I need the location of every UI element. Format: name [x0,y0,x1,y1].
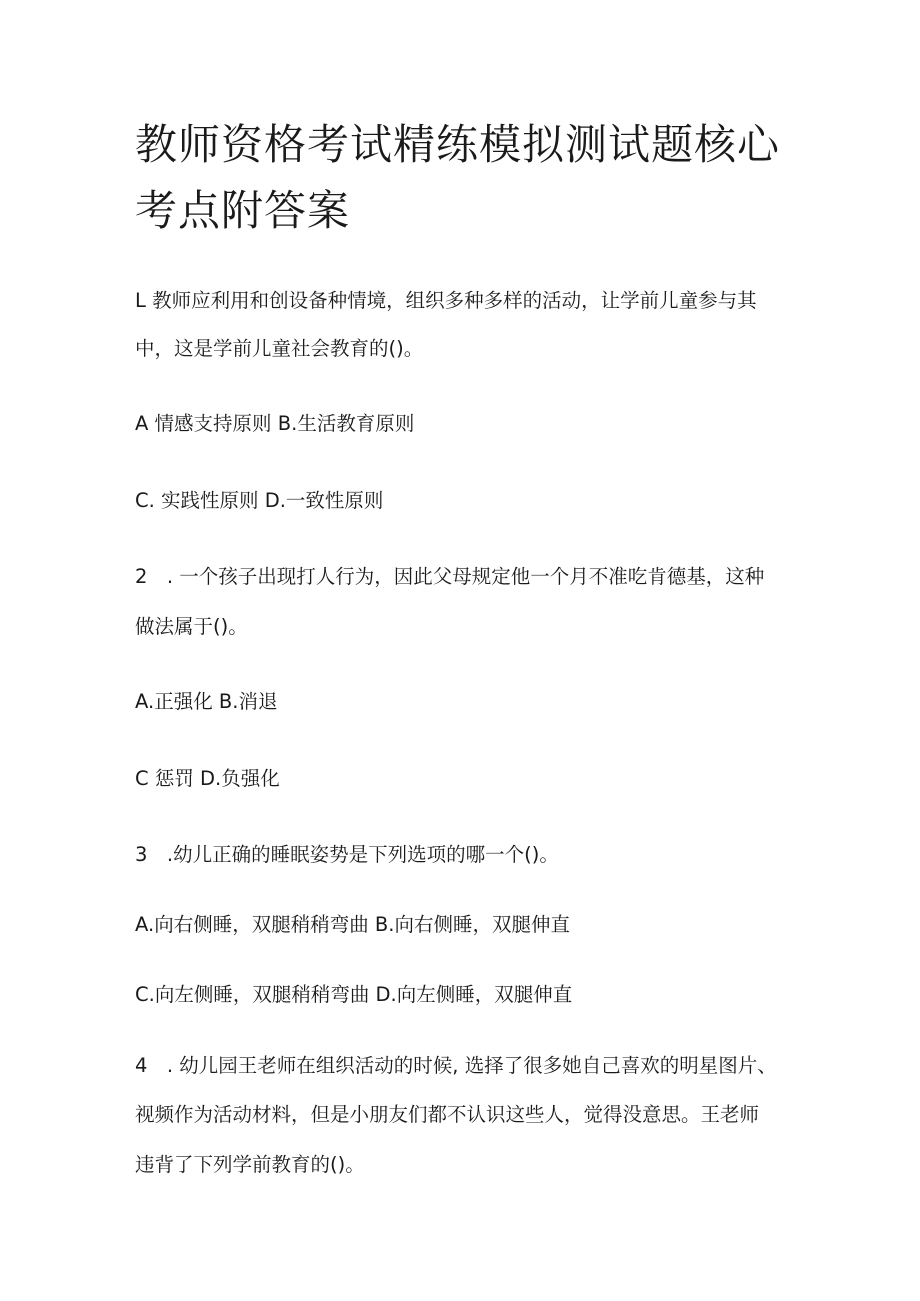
question-3-options-ab: A.向右侧睡，双腿稍稍弯曲 B.向右侧睡，双腿伸直 [135,913,570,936]
title-line-1: 教师资格考试精练模拟测试题核心 [135,120,781,169]
question-1-text-cont: 中，这是学前儿童社会教育的()。 [135,337,424,360]
question-4-text-cont: 视频作为活动材料，但是小朋友们都不认识这些人，觉得没意思。王老师 [135,1103,760,1126]
question-3-options-cd: C.向左侧睡，双腿稍稍弯曲 D.向左侧睡，双腿伸直 [135,983,573,1006]
question-3-text: 3 .幼儿正确的睡眠姿势是下列选项的哪一个()。 [135,843,559,866]
question-1-options-ab: A 情感支持原则 B.生活教育原则 [135,412,415,435]
question-2-options-ab: A.正强化 B.消退 [135,690,278,713]
question-4-text-end: 违背了下列学前教育的()。 [135,1153,365,1176]
question-4-text: 4 . 幼儿园王老师在组织活动的时候, 选择了很多她自己喜欢的明星图片、 [135,1054,777,1077]
title-line-2: 考点附答案 [135,186,351,235]
question-2-options-cd: C 惩罚 D.负强化 [135,767,280,790]
question-2-text: 2 . 一个孩子出现打人行为，因此父母规定他一个月不准吃肯德基，这种 [135,565,765,588]
question-2-text-cont: 做法属于()。 [135,615,248,638]
document-title [135,112,795,244]
question-1-text: L 教师应利用和创设备种情境，组织多种多样的活动，让学前儿童参与其 [135,289,757,312]
question-1-options-cd: C. 实践性原则 D.一致性原则 [135,489,384,512]
